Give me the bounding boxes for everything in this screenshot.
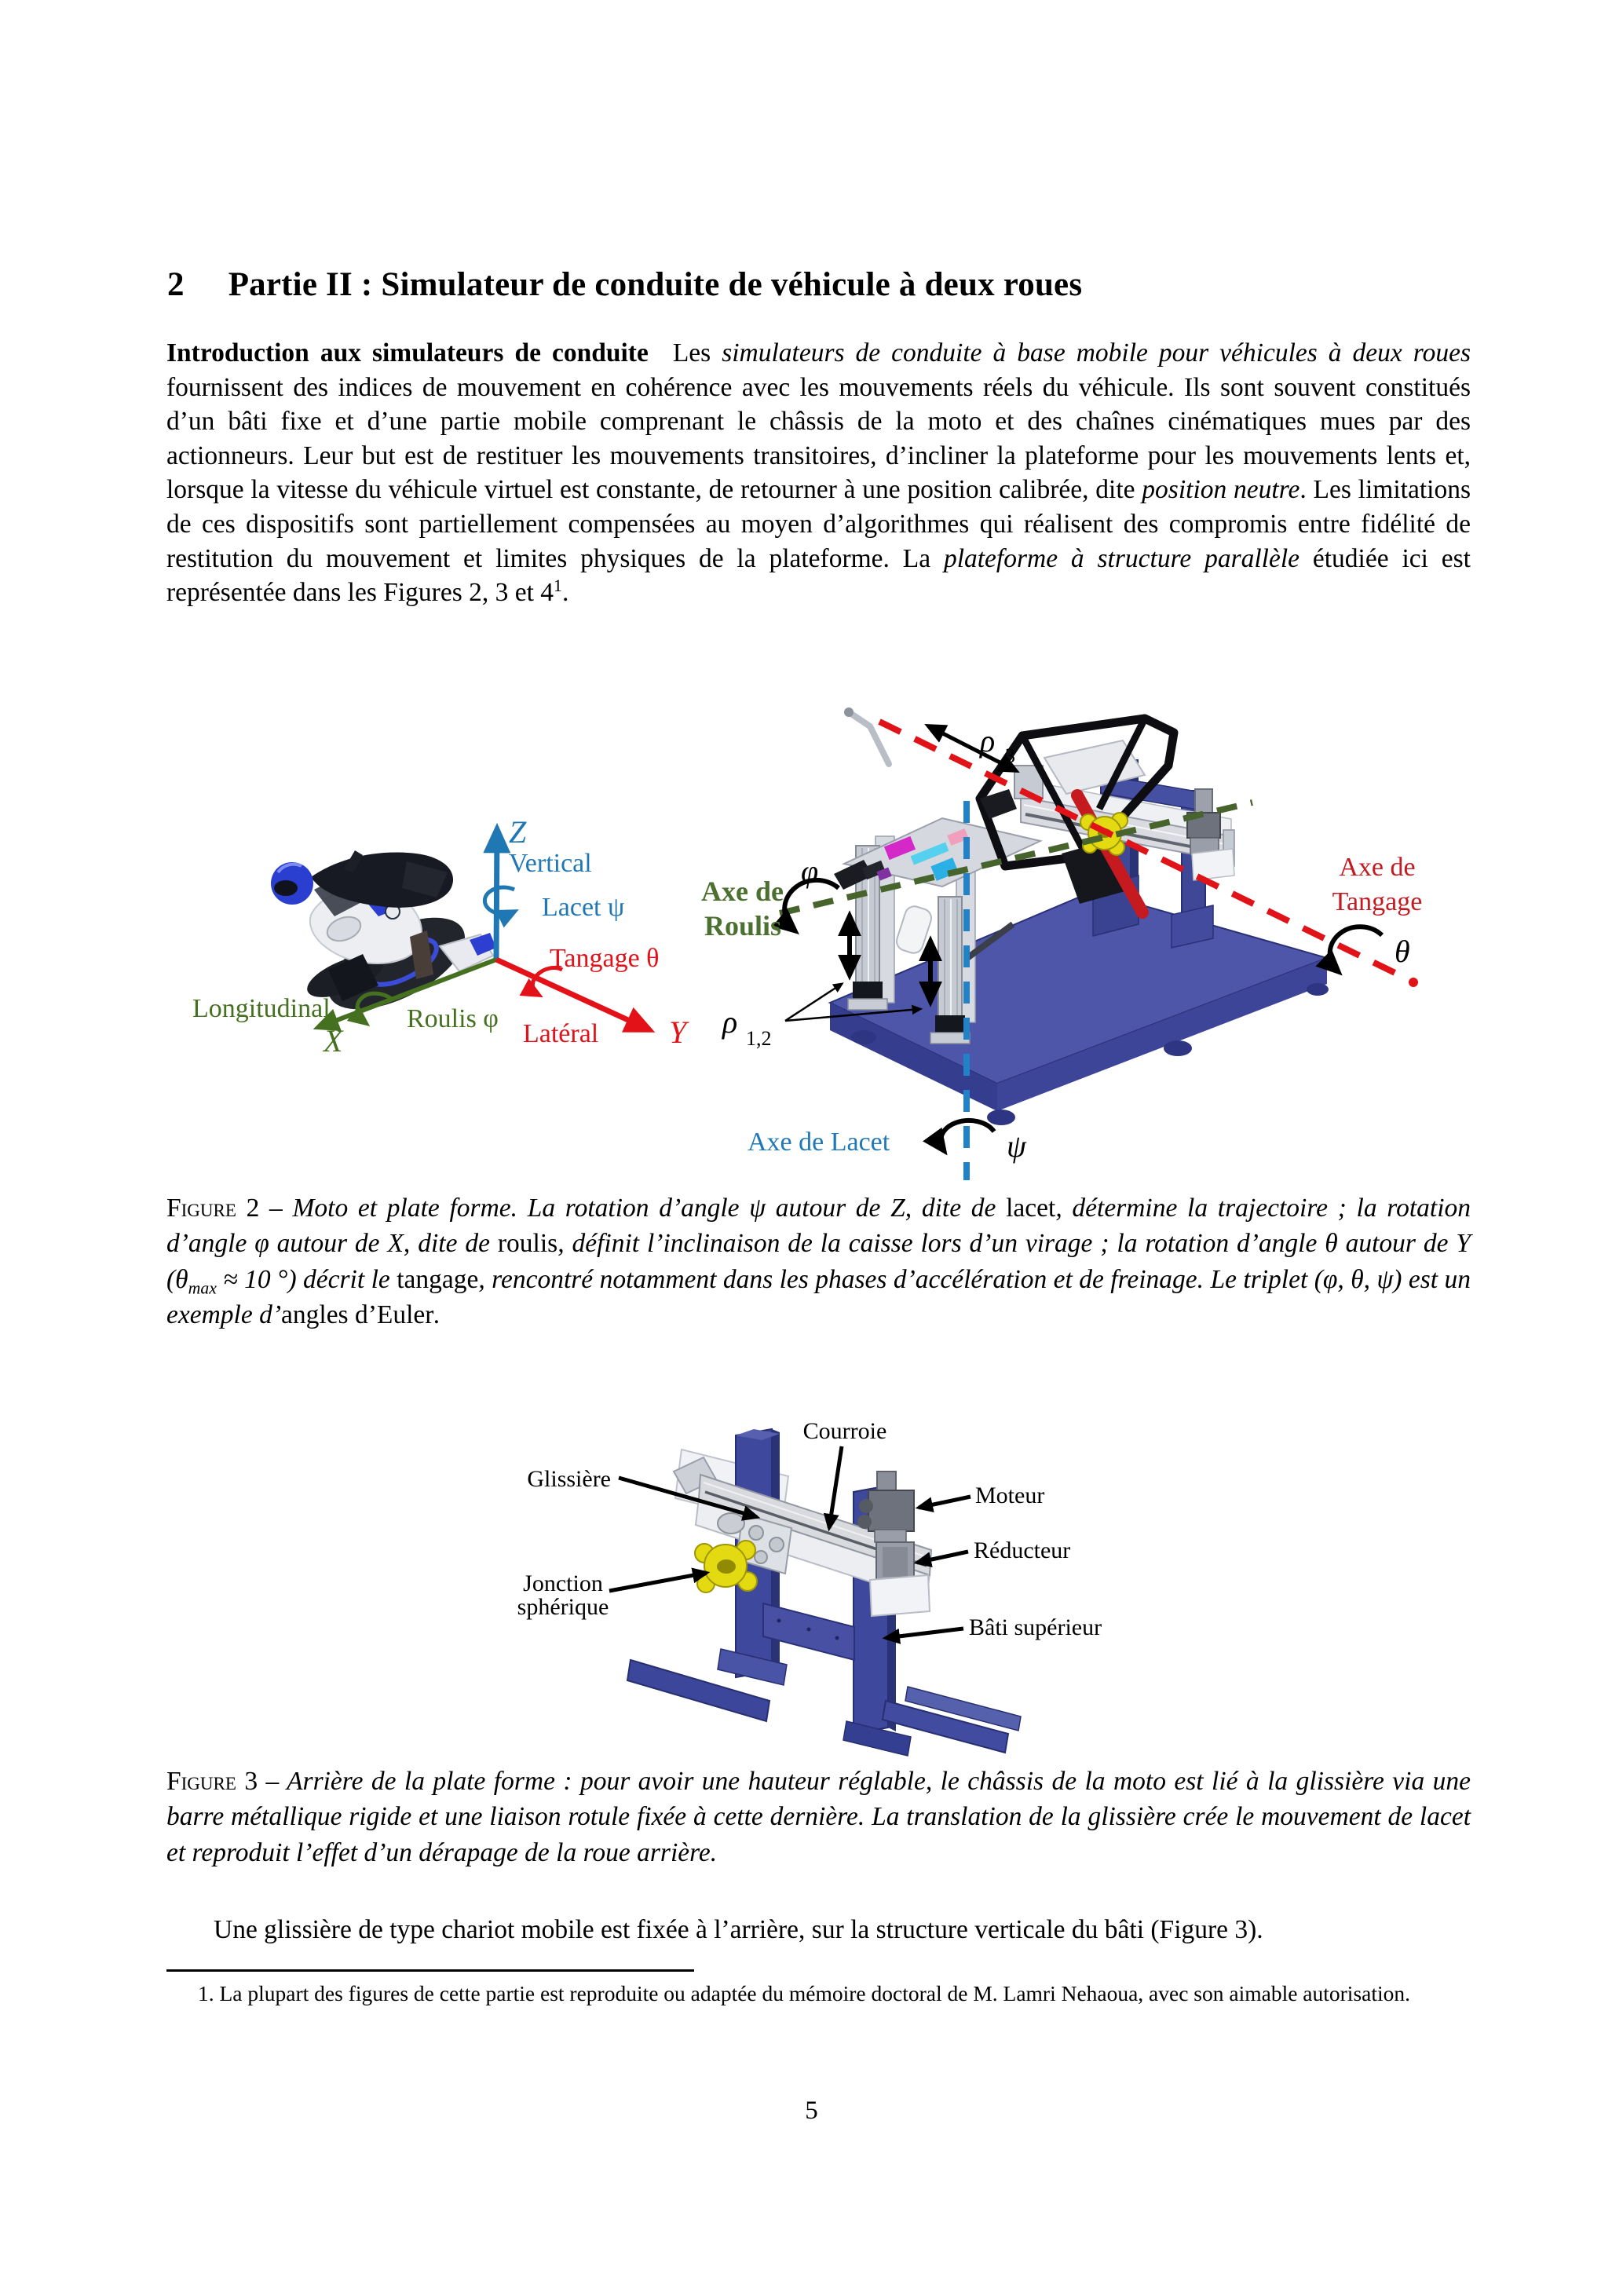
bati-arrow xyxy=(886,1629,963,1638)
rho3-label: ρ xyxy=(980,723,996,759)
page-number: 5 xyxy=(805,2097,818,2125)
reducteur-label: Réducteur xyxy=(974,1537,1071,1563)
longitudinal-label: Longitudinal xyxy=(192,994,331,1023)
platform-illustration xyxy=(830,707,1329,1125)
vertical-label: Vertical xyxy=(509,849,592,878)
z-axis xyxy=(496,830,497,960)
slider-cylinder xyxy=(718,1513,744,1534)
rear-platform-structure xyxy=(627,1429,1021,1756)
rho12-label: ρ xyxy=(722,1004,738,1040)
jonction-label-2: sphérique xyxy=(517,1594,609,1620)
rho12-sub: 1,2 xyxy=(746,1027,772,1050)
motor-block xyxy=(868,1490,914,1531)
glissiere-label: Glissière xyxy=(527,1466,611,1492)
figure-2-illustration xyxy=(157,687,1570,1186)
footnote-rule xyxy=(166,1969,694,1972)
moto-visor xyxy=(274,880,298,896)
figure-3-caption: Figure 3 – Arrière de la plate forme : pour avoir une hauteur réglable, le châssis de la moto est lié à la glissière via une barre métallique rigide et une liaison rotule fixée à cette dernière. La translation de la glissière crée le mouvement de lacet et reproduit l’effet d’un dérapage de la roue arrière. xyxy=(166,1767,1471,1867)
figure-3-illustration xyxy=(471,1398,1193,1775)
footnote: 1. La plupart des figures de cette partie est reproduite ou adaptée du mémoire doctoral de M. Lamri Nehaoua, avec son aimable autorisation. xyxy=(198,1981,1411,2005)
platform-foot xyxy=(1307,983,1329,996)
x-axis-label: X xyxy=(324,1023,343,1058)
lateral-label: Latéral xyxy=(523,1019,599,1048)
psi-label: ψ xyxy=(1007,1128,1026,1164)
theta-label: θ xyxy=(1395,934,1410,969)
pitch-axis-end-dot xyxy=(1409,978,1418,987)
axe-lacet-label: Axe de Lacet xyxy=(748,1128,890,1157)
phi-label: φ xyxy=(801,854,819,889)
roulis-phi-label: Roulis φ xyxy=(407,1004,499,1033)
gantry-motor xyxy=(1195,789,1212,813)
axe-roulis-label-2: Roulis xyxy=(704,910,781,941)
platform-foot xyxy=(987,1110,1015,1125)
rho3-sub: 3 xyxy=(1005,744,1015,767)
jonction-label-1: Jonction xyxy=(523,1570,603,1596)
courroie-arrow xyxy=(829,1446,842,1528)
tangage-theta-label: Tangage θ xyxy=(550,944,660,973)
y-axis-label: Y xyxy=(669,1015,687,1050)
lacet-psi-label: Lacet ψ xyxy=(542,893,625,922)
courroie-label: Courroie xyxy=(802,1418,887,1444)
lower-white-box xyxy=(870,1575,930,1616)
jonction-arrow xyxy=(609,1573,707,1591)
axe-roulis-label-1: Axe de xyxy=(701,876,784,907)
platform-foot xyxy=(851,1030,876,1044)
section-number: 2 xyxy=(167,266,185,303)
axe-tangage-label-1: Axe de xyxy=(1339,853,1416,882)
section-heading xyxy=(167,265,1502,304)
body-paragraph: Une glissière de type chariot mobile est fixée à l’arrière, sur la structure verticale du bâti (Figure 3). xyxy=(214,1915,1263,1944)
platform-foot xyxy=(1164,1040,1192,1056)
actuator-cylinder xyxy=(894,904,934,956)
axe-tangage-label-2: Tangage xyxy=(1332,887,1423,916)
intro-paragraph: Introduction aux simulateurs de conduite Les simulateurs de conduite à base mobile pour véhicules à deux roues fournissent des indices de mouvement en cohérence avec les mouvements réels du véhicule. Ils sont souvent constitués d’un bâti fixe et d’une partie mobile comprenant le châssis de la moto et des chaînes cinématiques mues par des actionneurs. Leur but est de restituer les mouvements transitoires, d’incliner la plateforme pour les mouvements lents et, lorsque la vitesse du véhicule virtuel est constante, de retourner à une position calibrée, dite position neutre. Les limitations de ces dispositifs sont partiellement compensées au moyen d’algorithmes qui réalisent des compromis entre fidélité de restitution du mouvement et limites physiques de la plateforme. La plateforme à structure parallèle étudiée ici est représentée dans les Figures 2, 3 et $4^1$. xyxy=(166,338,1471,608)
figure-2-caption: Figure 2 – Moto et plate forme. La rotation d’angle ψ autour de Z, dite de lacet, détermine la trajectoire ; la rotation d’angle φ autour de X, dite de roulis, définit l’inclinaison de la caisse lors d’un virage ; la rotation d’angle θ autour de Y ($\theta_{max} \approx 10$ °) décrit le tangage, rencontré notamment dans les phases d’accélération et de freinage. Le triplet (φ, θ, ψ) est un exemple d’angles d’Euler. xyxy=(166,1194,1471,1330)
moteur-arrow xyxy=(919,1497,971,1508)
moteur-label: Moteur xyxy=(975,1483,1045,1508)
section-title: Partie II : Simulateur de conduite de véhicule à deux roues xyxy=(228,266,1083,303)
z-axis-label: Z xyxy=(509,814,527,850)
bati-label: Bâti supérieur xyxy=(969,1614,1102,1640)
yaw-rotation-arrow xyxy=(484,887,514,914)
